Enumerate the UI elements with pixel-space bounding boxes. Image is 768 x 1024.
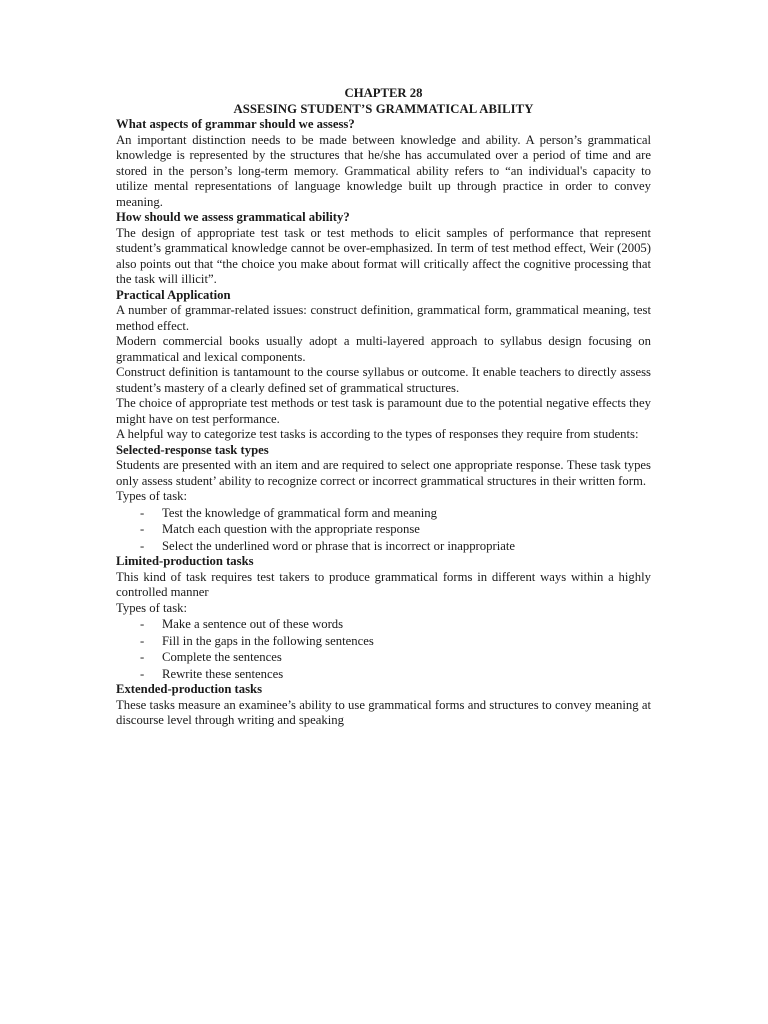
list-item	[116, 616, 651, 633]
paragraph: A helpful way to categorize test tasks is according to the types of responses they require from students:	[116, 427, 639, 441]
paragraph: A number of grammar-related issues: construct definition, grammatical form, grammatical meaning, test method effect.	[116, 303, 651, 333]
list-item-text: Select the underlined word or phrase that is incorrect or inappropriate	[162, 538, 516, 553]
list-item	[116, 649, 651, 666]
list-item	[116, 505, 651, 522]
paragraph: An important distinction needs to be made between knowledge and ability. A person’s grammatical knowledge is represented by the structures that he/she has accumulated over a period of time and are stored in the person’s long-term memory. Grammatical ability refers to “an individual's capacity to utilize mental representations of language knowledge built up through practice in order to convey meaning.	[116, 132, 651, 209]
dash-bullet: -	[140, 505, 145, 520]
dash-bullet: -	[140, 617, 145, 631]
types-label: Types of task:	[116, 600, 187, 615]
paragraph: Students are presented with an item and are required to select one appropriate response. These task types only assess student’ ability to recognize correct or incorrect grammatical structures in their written form.	[116, 458, 651, 488]
paragraph: These tasks measure an examinee’s ability to use grammatical forms and structures to convey meaning at discourse level through writing and speaking	[116, 697, 651, 727]
dash-bullet: -	[140, 650, 145, 664]
list-item	[116, 666, 651, 683]
list-item	[116, 633, 651, 650]
section-heading-practical-application: Practical Application	[116, 287, 231, 302]
list-item-text: Make a sentence out of these words	[162, 617, 344, 631]
list-item-text: Fill in the gaps in the following sentences	[162, 633, 374, 648]
list-item-text: Complete the sentences	[162, 650, 282, 664]
dash-bullet: -	[140, 666, 145, 681]
chapter-number: CHAPTER 28	[344, 86, 423, 100]
list-item	[116, 538, 651, 555]
section-heading-how-assess: How should we assess grammatical ability?	[116, 210, 350, 224]
section-heading-selected-response: Selected-response task types	[116, 442, 269, 457]
paragraph: Construct definition is tantamount to the course syllabus or outcome. It enable teachers to directly assess student’s mastery of a clearly defined set of grammatical structures.	[116, 365, 651, 395]
section-heading-extended-production: Extended-production tasks	[116, 682, 263, 696]
selected-response-list	[116, 505, 651, 555]
document-page	[116, 86, 651, 729]
section-heading-limited-production: Limited-production tasks	[116, 554, 254, 568]
types-label: Types of task:	[116, 489, 187, 503]
dash-bullet: -	[140, 538, 145, 553]
section-heading-aspects: What aspects of grammar should we assess?	[116, 117, 355, 131]
paragraph: The design of appropriate test task or test methods to elicit samples of performance that represent student’s grammatical knowledge cannot be over-emphasized. In term of test method effect, Weir (2005) also points out that “the choice you make about format will critically affect the cognitive processing that the task will illicit”.	[116, 225, 651, 286]
dash-bullet: -	[140, 633, 145, 648]
paragraph: This kind of task requires test takers to produce grammatical forms in different ways within a highly controlled manner	[116, 569, 651, 599]
dash-bullet: -	[140, 522, 145, 536]
limited-production-list	[116, 616, 651, 682]
list-item-text: Match each question with the appropriate response	[162, 522, 420, 536]
list-item-text: Rewrite these sentences	[162, 666, 284, 681]
paragraph: The choice of appropriate test methods or test task is paramount due to the potential negative effects they might have on test performance.	[116, 396, 651, 426]
list-item	[116, 521, 651, 538]
paragraph: Modern commercial books usually adopt a multi-layered approach to syllabus design focusing on grammatical and lexical components.	[116, 334, 651, 364]
list-item-text: Test the knowledge of grammatical form and meaning	[162, 505, 437, 520]
chapter-title: ASSESING STUDENT’S GRAMMATICAL ABILITY	[233, 101, 534, 116]
